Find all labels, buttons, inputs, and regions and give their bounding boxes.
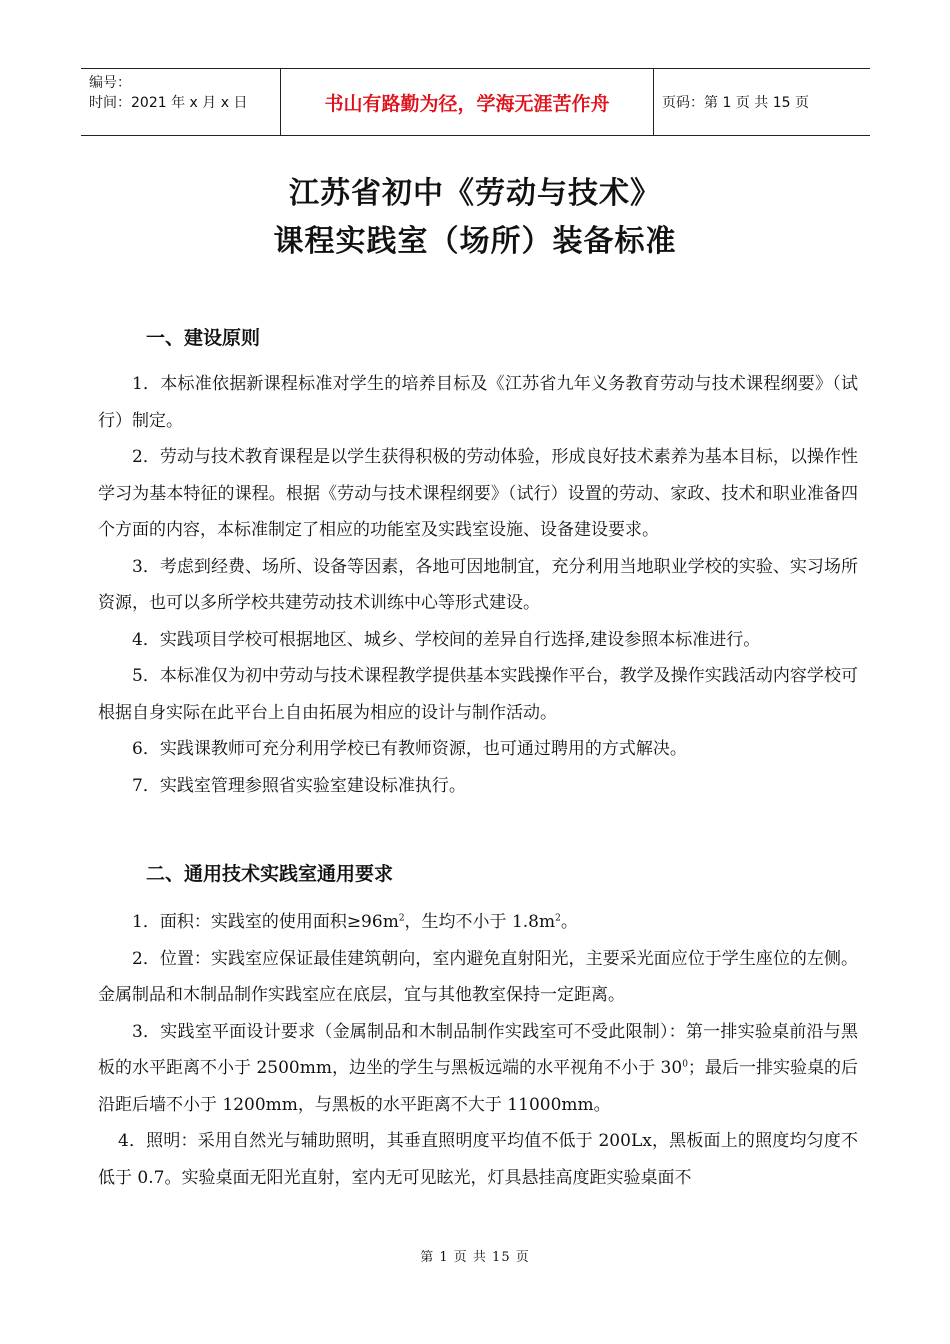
section-heading-general-requirements: 二、通用技术实践室通用要求 [146,863,394,885]
paragraph: 7．实践室管理参照省实验室建设标准执行。 [132,775,466,796]
header-meta-cell [81,69,281,135]
document-number-label: 编号： [89,75,131,91]
paragraph-location: 2．位置：实践室应保证最佳建筑朝向，室内避免直射阳光，主要采光面应位于学生座位的左侧。金属制品和木制品制作实践室应在底层，宜与其他教室保持一定距离。 [98,948,858,1005]
paragraph: 2．劳动与技术教育课程是以学生获得积极的劳动体验，形成良好技术素养为基本目标，以操作性学习为基本特征的课程。根据《劳动与技术课程纲要》（试行）设置的劳动、家政、技术和职业准备四个方面的内容，本标准制定了相应的功能室及实践室设施、设备建设要求。 [98,447,858,540]
paragraph-layout [98,1014,858,1124]
document-title-line2: 课程实践室（场所）装备标准 [273,224,677,259]
area-text-start: 1．面积：实践室的使用面积≥96m [132,912,399,932]
paragraph: 5．本标准仅为初中劳动与技术课程教学提供基本实践操作平台，教学及操作实践活动内容学校可根据自身实际在此平台上自由拓展为相应的设计与制作活动。 [98,666,858,723]
paragraph-area [98,904,858,941]
layout-text-end: ；最后一排实验桌的后沿距后墙不小于 1200mm，与黑板的水平距离不大于 11000mm。 [98,1058,858,1115]
paragraph: 1．本标准依据新课程标准对学生的培养目标及《江苏省九年义务教育劳动与技术课程纲要》（试行）制定。 [98,374,858,431]
superscript: 2 [398,913,405,924]
section-body-principles [98,366,858,804]
document-title-line1: 江苏省初中《劳动与技术》 [289,176,661,211]
superscript: 0 [682,1059,688,1070]
section-heading-principles: 一、建设原则 [146,327,261,349]
page-footer: 第 1 页 共 15 页 [420,1250,530,1265]
paragraph: 6．实践课教师可充分利用学校已有教师资源，也可通过聘用的方式解决。 [132,739,687,759]
paragraph: 3．考虑到经费、场所、设备等因素，各地可因地制宜，充分利用当地职业学校的实验、实习场所资源，也可以多所学校共建劳动技术训练中心等形式建设。 [98,556,858,613]
area-text-end: 。 [560,912,578,932]
page-header [81,68,870,136]
document-date-label: 时间：2021 年 x 月 x 日 [89,95,248,111]
paragraph-lighting: 4．照明：采用自然光与辅助照明，其垂直照明度平均值不低于 200Lx，黑板面上的照度均匀度不低于 0.7。实验桌面无阳光直射，室内无可见眩光，灯具悬挂高度距实验桌面不 [98,1131,858,1188]
header-motto: 书山有路勤为径，学海无涯苦作舟 [281,69,654,135]
area-text-middle: ，生均不小于 1.8m [404,912,556,932]
section-body-general-requirements [98,904,858,1196]
header-page-label: 页码：第 1 页 共 15 页 [662,95,809,111]
superscript: 2 [555,913,561,924]
layout-text-start: 3．实践室平面设计要求（金属制品和木制品制作实践室可不受此限制）：第一排实验桌前沿与黑板的水平距离不小于 2500mm，边坐的学生与黑板远端的水平视角不小于 30 [98,1021,858,1078]
paragraph: 4．实践项目学校可根据地区、城乡、学校间的差异自行选择,建设参照本标准进行。 [132,629,761,650]
